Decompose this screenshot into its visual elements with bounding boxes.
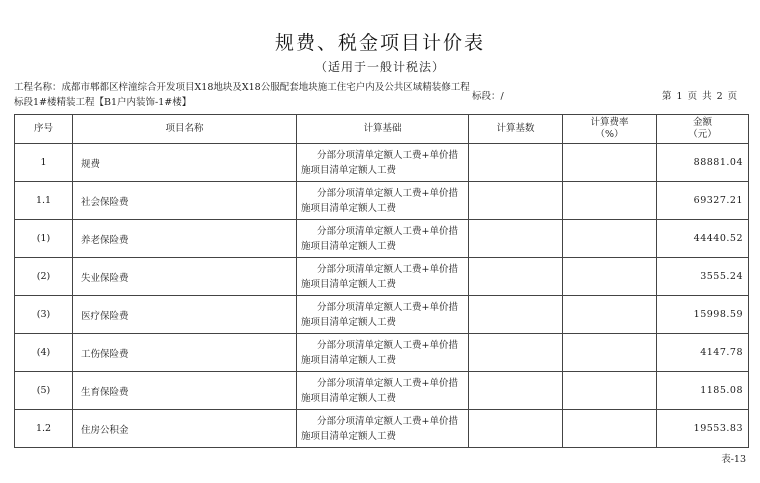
row-name: 失业保险费 <box>73 258 297 296</box>
project-label: 工程名称： <box>14 82 62 93</box>
project-info <box>14 80 474 110</box>
row-basis: 分部分项清单定额人工费+单价措施项目清单定额人工费 <box>297 258 469 296</box>
row-basis: 分部分项清单定额人工费+单价措施项目清单定额人工费 <box>297 296 469 334</box>
section-info: 标段：/ <box>472 91 504 102</box>
page-number: 第 1 页 共 2 页 <box>662 91 739 102</box>
row-rate <box>563 410 657 448</box>
row-base-amount <box>469 296 563 334</box>
row-no: (4) <box>15 334 73 372</box>
row-name: 工伤保险费 <box>73 334 297 372</box>
table-row <box>15 410 749 448</box>
row-base-amount <box>469 220 563 258</box>
row-rate <box>563 334 657 372</box>
row-basis: 分部分项清单定额人工费+单价措施项目清单定额人工费 <box>297 372 469 410</box>
row-basis: 分部分项清单定额人工费+单价措施项目清单定额人工费 <box>297 220 469 258</box>
row-rate <box>563 220 657 258</box>
row-rate <box>563 372 657 410</box>
header-name: 项目名称 <box>73 115 297 144</box>
row-name: 社会保险费 <box>73 182 297 220</box>
header-basis: 计算基础 <box>297 115 469 144</box>
page-subtitle: （适用于一般计税法） <box>314 60 445 74</box>
row-no: 1 <box>15 144 73 182</box>
row-base-amount <box>469 334 563 372</box>
row-rate <box>563 258 657 296</box>
row-basis: 分部分项清单定额人工费+单价措施项目清单定额人工费 <box>297 334 469 372</box>
row-amount: 44440.52 <box>657 220 749 258</box>
row-no: 1.2 <box>15 410 73 448</box>
row-amount: 4147.78 <box>657 334 749 372</box>
table-row <box>15 220 749 258</box>
row-base-amount <box>469 182 563 220</box>
row-rate <box>563 144 657 182</box>
header-amount: 金额 （元） <box>657 115 749 144</box>
row-base-amount <box>469 258 563 296</box>
row-rate <box>563 296 657 334</box>
row-name: 医疗保险费 <box>73 296 297 334</box>
header-base-amount: 计算基数 <box>469 115 563 144</box>
table-header-row <box>15 115 749 144</box>
table-row <box>15 334 749 372</box>
row-no: (3) <box>15 296 73 334</box>
row-no: 1.1 <box>15 182 73 220</box>
table-row <box>15 258 749 296</box>
row-base-amount <box>469 144 563 182</box>
row-basis: 分部分项清单定额人工费+单价措施项目清单定额人工费 <box>297 410 469 448</box>
row-no: (5) <box>15 372 73 410</box>
row-no: (1) <box>15 220 73 258</box>
fee-tax-table <box>14 114 749 448</box>
row-base-amount <box>469 372 563 410</box>
row-base-amount <box>469 410 563 448</box>
table-row <box>15 372 749 410</box>
row-name: 养老保险费 <box>73 220 297 258</box>
header-rate: 计算费率 （%） <box>563 115 657 144</box>
row-basis: 分部分项清单定额人工费+单价措施项目清单定额人工费 <box>297 182 469 220</box>
table-row <box>15 182 749 220</box>
row-name: 生育保险费 <box>73 372 297 410</box>
table-row <box>15 144 749 182</box>
row-amount: 15998.59 <box>657 296 749 334</box>
row-amount: 3555.24 <box>657 258 749 296</box>
row-name: 住房公积金 <box>73 410 297 448</box>
row-amount: 69327.21 <box>657 182 749 220</box>
row-basis: 分部分项清单定额人工费+单价措施项目清单定额人工费 <box>297 144 469 182</box>
row-no: (2) <box>15 258 73 296</box>
row-amount: 1185.08 <box>657 372 749 410</box>
table-number: 表-13 <box>721 454 746 465</box>
page-title: 规费、税金项目计价表 <box>274 32 485 54</box>
table-row <box>15 296 749 334</box>
row-amount: 19553.83 <box>657 410 749 448</box>
row-amount: 88881.04 <box>657 144 749 182</box>
row-name: 规费 <box>73 144 297 182</box>
project-name: 成都市郫都区梓潼综合开发项目X18地块及X18公服配套地块施工住宅户内及公共区域精装修工程标段1#楼精装工程【B1户内装饰-1#楼】 <box>14 82 470 108</box>
header-no: 序号 <box>15 115 73 144</box>
row-rate <box>563 182 657 220</box>
